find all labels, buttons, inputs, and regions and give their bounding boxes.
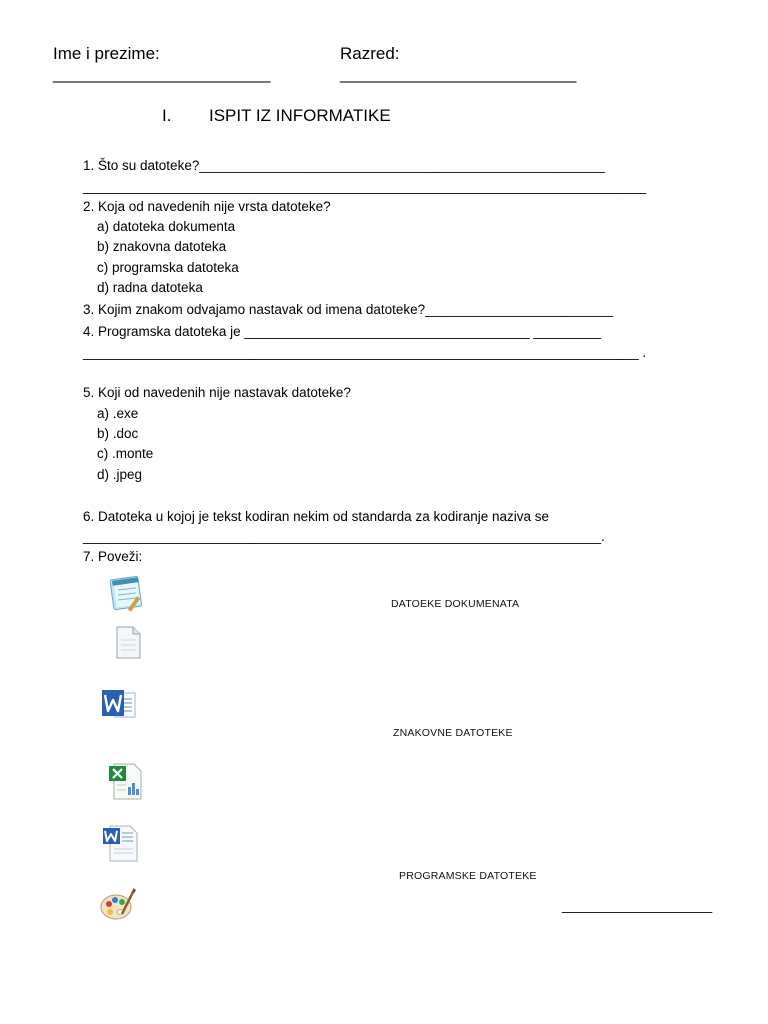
- question-4-answer-line[interactable]: __________________________________________________________________________ .: [83, 345, 647, 360]
- label-document-files: DATOEKE DOKUMENATA: [391, 598, 520, 610]
- label-text-files: ZNAKOVNE DATOTEKE: [393, 727, 513, 739]
- page-title: ISPIT IZ INFORMATIKE: [209, 106, 391, 125]
- question-1-answer-line[interactable]: ___________________________________________________________________________: [83, 179, 647, 194]
- excel-file-icon: [106, 761, 146, 801]
- question-5-option-a: a) .exe: [97, 406, 139, 421]
- question-2-option-c: c) programska datoteka: [97, 260, 239, 275]
- question-6: 6. Datoteka u kojoj je tekst kodiran nekim od standarda za kodiranje naziva se: [83, 509, 550, 524]
- name-label: Ime i prezime:: [53, 44, 160, 63]
- question-5-option-c: c) .monte: [97, 446, 154, 461]
- blank-document-icon: [108, 623, 148, 663]
- question-3: 3. Kojim znakom odvajamo nastavak od imena datoteke?_________________________: [83, 302, 613, 317]
- question-5: 5. Koji od navedenih nije nastavak datoteke?: [83, 385, 351, 400]
- question-4: 4. Programska datoteka je ______________________________________ _________: [83, 324, 601, 339]
- matching-answer-line[interactable]: ____________________: [562, 898, 713, 913]
- word-file-icon: [100, 823, 140, 863]
- class-line[interactable]: _________________________: [340, 64, 577, 83]
- question-6-answer-line[interactable]: _____________________________________________________________________.: [83, 529, 605, 544]
- question-5-option-b: b) .doc: [97, 426, 139, 441]
- question-2: 2. Koja od navedenih nije vrsta datoteke?: [83, 199, 331, 214]
- question-7: 7. Poveži:: [83, 549, 143, 564]
- question-2-option-b: b) znakovna datoteka: [97, 239, 227, 254]
- question-1: 1. Što su datoteke?______________________________________________________: [83, 158, 605, 173]
- question-2-option-a: a) datoteka dokumenta: [97, 219, 236, 234]
- notepad-icon: [106, 574, 146, 614]
- title-number: I.: [162, 106, 172, 125]
- question-5-option-d: d) .jpeg: [97, 467, 143, 482]
- question-2-option-d: d) radna datoteka: [97, 280, 203, 295]
- class-label: Razred:: [340, 44, 400, 63]
- label-program-files: PROGRAMSKE DATOTEKE: [399, 870, 537, 882]
- name-line[interactable]: _______________________: [53, 64, 271, 83]
- word-icon: [99, 684, 139, 724]
- paint-icon: [98, 884, 138, 924]
